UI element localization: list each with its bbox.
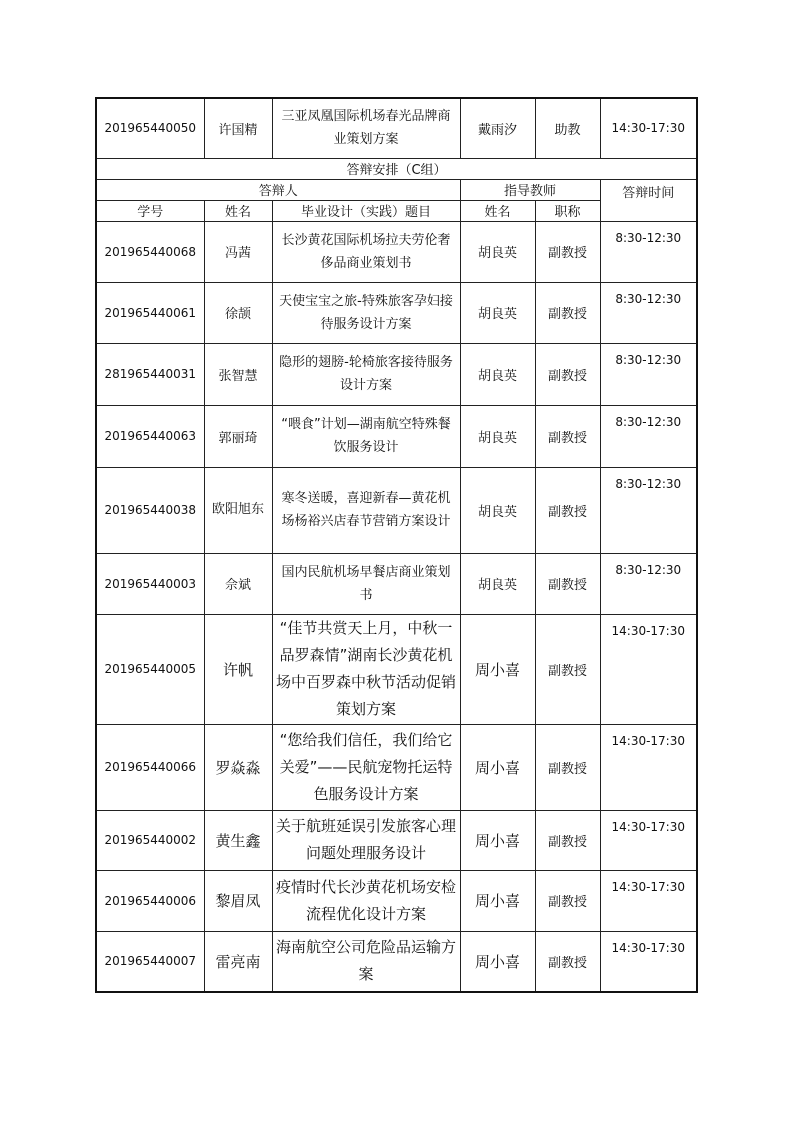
header-name: 姓名 bbox=[204, 200, 272, 221]
advisor-rank: 副教授 bbox=[535, 467, 600, 553]
header-student-id: 学号 bbox=[96, 200, 204, 221]
student-name: 欧阳旭东 bbox=[204, 467, 272, 553]
advisor-rank: 副教授 bbox=[535, 343, 600, 405]
table-row bbox=[96, 614, 697, 724]
project-title: 疫情时代长沙黄花机场安检流程优化设计方案 bbox=[272, 870, 460, 931]
student-name: 佘斌 bbox=[204, 553, 272, 614]
project-title: 隐形的翅膀-轮椅旅客接待服务设计方案 bbox=[272, 343, 460, 405]
advisor-name: 胡良英 bbox=[460, 553, 535, 614]
table-row bbox=[96, 810, 697, 870]
defense-time: 8:30-12:30 bbox=[600, 221, 697, 282]
project-title: 关于航班延误引发旅客心理问题处理服务设计 bbox=[272, 810, 460, 870]
defense-schedule-table bbox=[95, 97, 698, 993]
advisor-rank: 副教授 bbox=[535, 724, 600, 810]
student-id: 201965440038 bbox=[96, 467, 204, 553]
defense-time: 14:30-17:30 bbox=[600, 870, 697, 931]
advisor-rank: 副教授 bbox=[535, 810, 600, 870]
student-id: 201965440006 bbox=[96, 870, 204, 931]
student-name: 许帆 bbox=[204, 614, 272, 724]
header-advisor-rank: 职称 bbox=[535, 200, 600, 221]
table-row bbox=[96, 282, 697, 343]
defense-time: 14:30-17:30 bbox=[600, 614, 697, 724]
header-title: 毕业设计（实践）题目 bbox=[272, 200, 460, 221]
advisor-rank: 副教授 bbox=[535, 553, 600, 614]
header-advisor-name: 姓名 bbox=[460, 200, 535, 221]
project-title: “佳节共赏天上月，中秋一品罗森情”湖南长沙黄花机场中百罗森中秋节活动促销策划方案 bbox=[272, 614, 460, 724]
project-title: “您给我们信任，我们给它关爱”——民航宠物托运特色服务设计方案 bbox=[272, 724, 460, 810]
table-row bbox=[96, 343, 697, 405]
project-title: 天使宝宝之旅-特殊旅客孕妇接待服务设计方案 bbox=[272, 282, 460, 343]
project-title: 三亚凤凰国际机场春光品牌商业策划方案 bbox=[272, 98, 460, 158]
header-row-1 bbox=[96, 179, 697, 200]
student-id: 201965440068 bbox=[96, 221, 204, 282]
defense-time: 14:30-17:30 bbox=[600, 810, 697, 870]
defense-time: 8:30-12:30 bbox=[600, 343, 697, 405]
defense-time: 14:30-17:30 bbox=[600, 724, 697, 810]
defense-time: 8:30-12:30 bbox=[600, 282, 697, 343]
advisor-name: 胡良英 bbox=[460, 221, 535, 282]
defense-time: 14:30-17:30 bbox=[600, 98, 697, 158]
student-name: 黄生鑫 bbox=[204, 810, 272, 870]
advisor-name: 胡良英 bbox=[460, 467, 535, 553]
advisor-rank: 副教授 bbox=[535, 221, 600, 282]
student-id: 201965440063 bbox=[96, 405, 204, 467]
table-row-top bbox=[96, 98, 697, 158]
advisor-name: 周小喜 bbox=[460, 870, 535, 931]
project-title: “喂食”计划—湖南航空特殊餐饮服务设计 bbox=[272, 405, 460, 467]
project-title: 长沙黄花国际机场拉夫劳伦奢侈品商业策划书 bbox=[272, 221, 460, 282]
advisor-name: 周小喜 bbox=[460, 810, 535, 870]
advisor-name: 周小喜 bbox=[460, 614, 535, 724]
student-name: 张智慧 bbox=[204, 343, 272, 405]
table-row bbox=[96, 870, 697, 931]
student-id: 201965440066 bbox=[96, 724, 204, 810]
advisor-name: 胡良英 bbox=[460, 405, 535, 467]
advisor-rank: 助教 bbox=[535, 98, 600, 158]
defense-time: 8:30-12:30 bbox=[600, 467, 697, 553]
project-title: 寒冬送暖，喜迎新春—黄花机场杨裕兴店春节营销方案设计 bbox=[272, 467, 460, 553]
section-title: 答辩安排（C组） bbox=[96, 158, 697, 179]
advisor-name: 戴雨汐 bbox=[460, 98, 535, 158]
table-row bbox=[96, 931, 697, 992]
table-row bbox=[96, 724, 697, 810]
section-row bbox=[96, 158, 697, 179]
defense-time: 8:30-12:30 bbox=[600, 553, 697, 614]
project-title: 国内民航机场早餐店商业策划书 bbox=[272, 553, 460, 614]
student-name: 雷亮南 bbox=[204, 931, 272, 992]
advisor-rank: 副教授 bbox=[535, 931, 600, 992]
student-id: 201965440050 bbox=[96, 98, 204, 158]
student-id: 201965440005 bbox=[96, 614, 204, 724]
header-time: 答辩时间 bbox=[600, 179, 697, 221]
student-name: 黎眉凤 bbox=[204, 870, 272, 931]
table-row bbox=[96, 405, 697, 467]
student-id: 201965440061 bbox=[96, 282, 204, 343]
advisor-rank: 副教授 bbox=[535, 870, 600, 931]
header-advisor: 指导教师 bbox=[460, 179, 600, 200]
student-name: 许国精 bbox=[204, 98, 272, 158]
student-id: 201965440002 bbox=[96, 810, 204, 870]
advisor-rank: 副教授 bbox=[535, 405, 600, 467]
advisor-name: 胡良英 bbox=[460, 282, 535, 343]
header-respondent: 答辩人 bbox=[96, 179, 460, 200]
table-row bbox=[96, 221, 697, 282]
student-id: 281965440031 bbox=[96, 343, 204, 405]
defense-time: 8:30-12:30 bbox=[600, 405, 697, 467]
advisor-rank: 副教授 bbox=[535, 614, 600, 724]
student-name: 郭丽琦 bbox=[204, 405, 272, 467]
student-name: 罗焱淼 bbox=[204, 724, 272, 810]
student-id: 201965440003 bbox=[96, 553, 204, 614]
advisor-rank: 副教授 bbox=[535, 282, 600, 343]
student-name: 徐颉 bbox=[204, 282, 272, 343]
advisor-name: 周小喜 bbox=[460, 724, 535, 810]
defense-time: 14:30-17:30 bbox=[600, 931, 697, 992]
student-name: 冯茜 bbox=[204, 221, 272, 282]
student-id: 201965440007 bbox=[96, 931, 204, 992]
table-row bbox=[96, 553, 697, 614]
advisor-name: 胡良英 bbox=[460, 343, 535, 405]
project-title: 海南航空公司危险品运输方案 bbox=[272, 931, 460, 992]
table-row bbox=[96, 467, 697, 553]
advisor-name: 周小喜 bbox=[460, 931, 535, 992]
